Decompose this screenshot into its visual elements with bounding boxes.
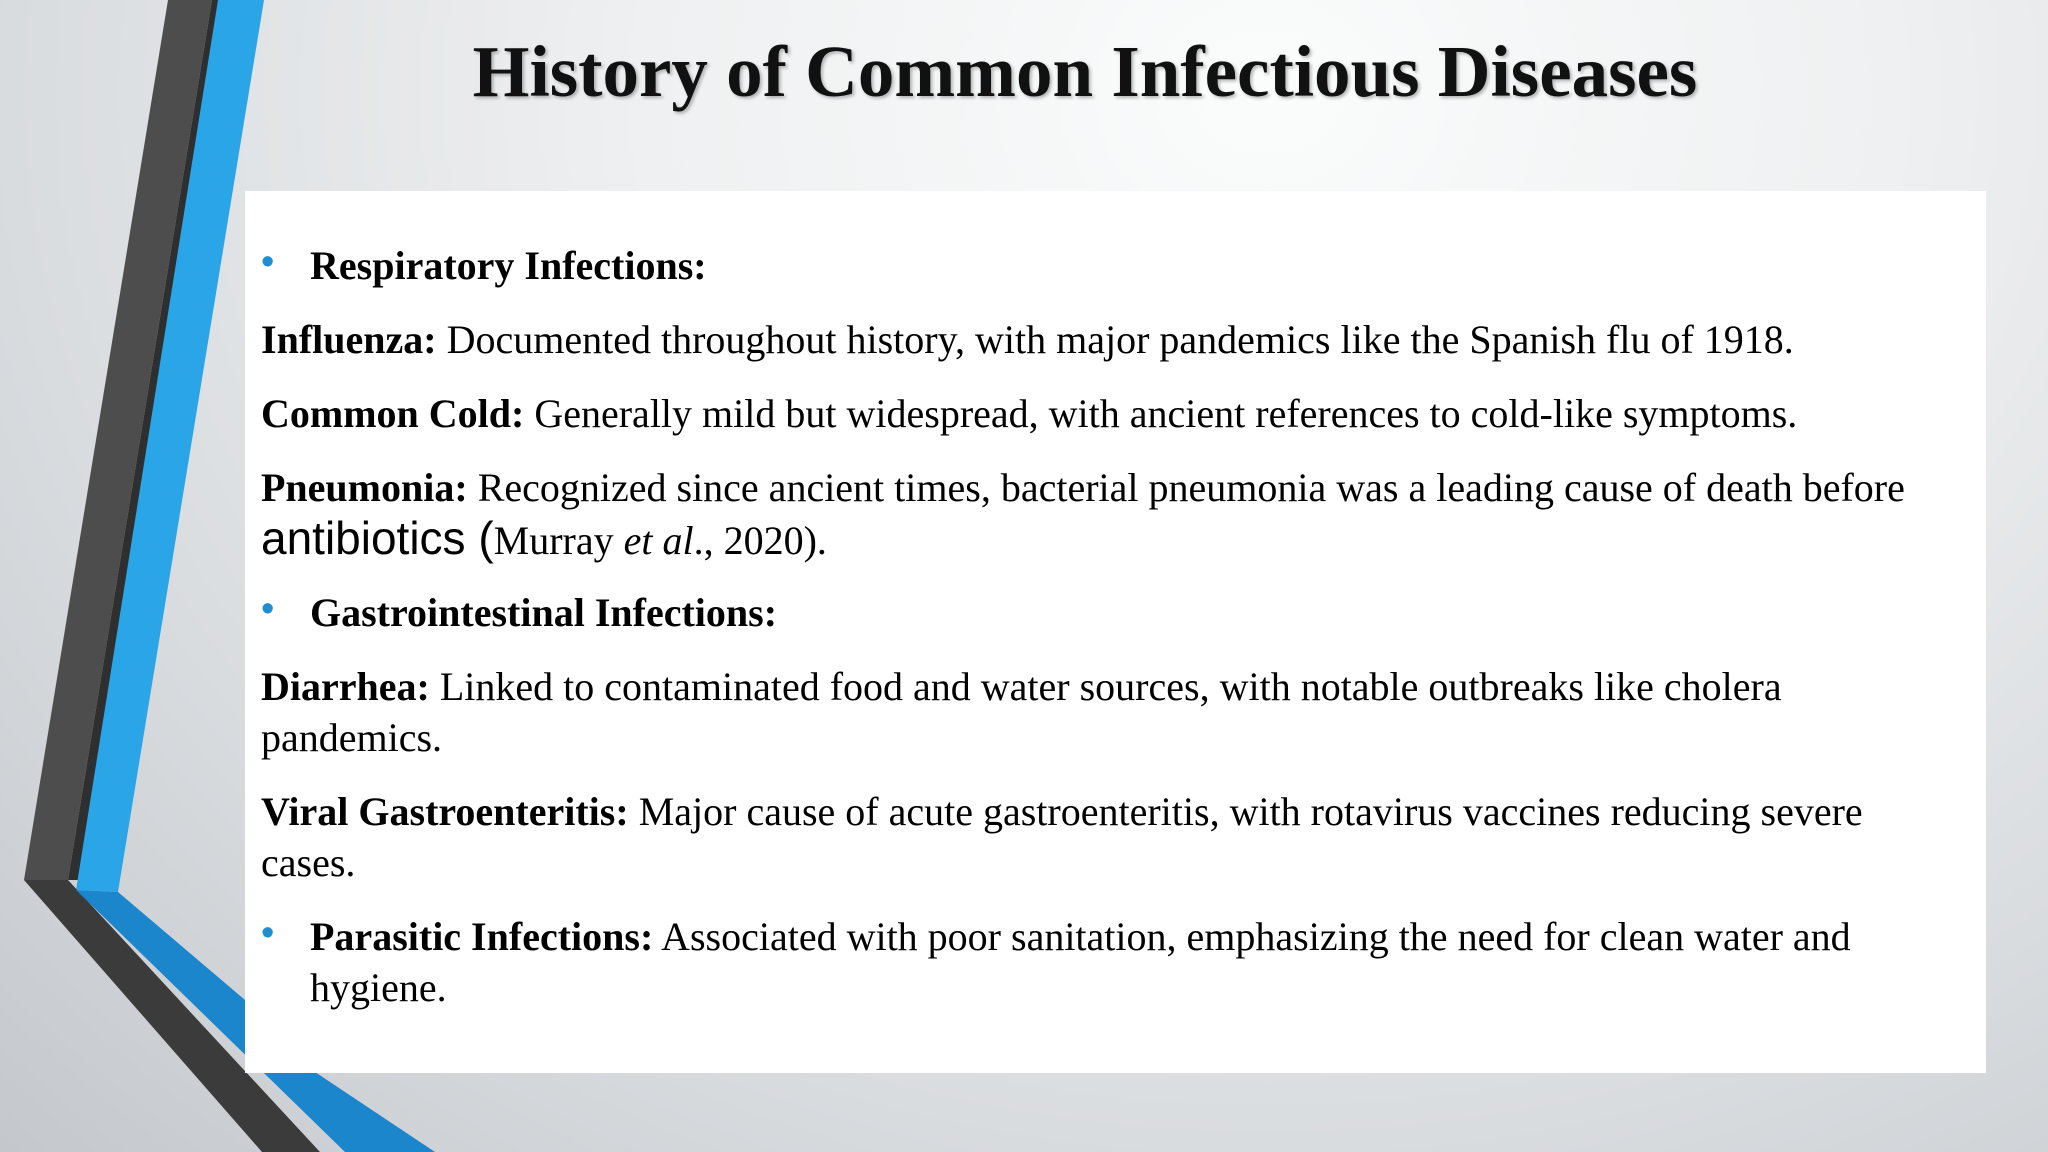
paragraph-viral-gastroenteritis — [261, 786, 1961, 888]
bullet-respiratory-infections — [261, 240, 1941, 291]
pneumonia-text: Recognized since ancient times, bacterial pneumonia was a leading cause of death before — [467, 465, 1905, 510]
pneumonia-term: Pneumonia: — [261, 465, 468, 510]
viral-gastroenteritis-text: Major cause of acute gastroenteritis, with rotavirus vaccines reducing severe cases. — [261, 789, 1863, 885]
diarrhea-term: Diarrhea: — [261, 664, 430, 709]
paragraph-pneumonia — [261, 462, 1961, 566]
parasitic-text: Associated with poor sanitation, emphasizing the need for clean water and hygiene. — [310, 914, 1851, 1010]
bullet-gastrointestinal-infections — [261, 587, 1941, 638]
bullet-dot-icon: • — [261, 912, 275, 954]
respiratory-heading: Respiratory Infections: — [310, 243, 707, 288]
paragraph-influenza — [261, 314, 1961, 365]
viral-gastroenteritis-term: Viral Gastroenteritis: — [261, 789, 629, 834]
influenza-term: Influenza: — [261, 317, 437, 362]
paragraph-common-cold — [261, 388, 1961, 439]
gastrointestinal-heading: Gastrointestinal Infections: — [310, 590, 778, 635]
citation-year: ., 2020). — [693, 518, 827, 563]
diarrhea-text: Linked to contaminated food and water sources, with notable outbreaks like cholera pandemics. — [261, 664, 1782, 760]
parasitic-term: Parasitic Infections: — [310, 914, 654, 959]
citation-et-al: et al — [623, 518, 694, 563]
pneumonia-antibiotics-text: antibiotics ( — [261, 512, 494, 564]
slide-title: History of Common Infectious Diseases — [472, 31, 1698, 112]
paragraph-diarrhea — [261, 661, 1961, 763]
influenza-text: Documented throughout history, with major pandemics like the Spanish flu of 1918. — [436, 317, 1794, 362]
bullet-dot-icon: • — [261, 241, 275, 283]
common-cold-term: Common Cold: — [261, 391, 525, 436]
content-panel — [245, 191, 1986, 1073]
common-cold-text: Generally mild but widespread, with ancient references to cold-like symptoms. — [524, 391, 1798, 436]
bullet-parasitic-infections — [261, 911, 1941, 1013]
citation-author: Murray — [493, 518, 624, 563]
bullet-dot-icon: • — [261, 588, 275, 630]
